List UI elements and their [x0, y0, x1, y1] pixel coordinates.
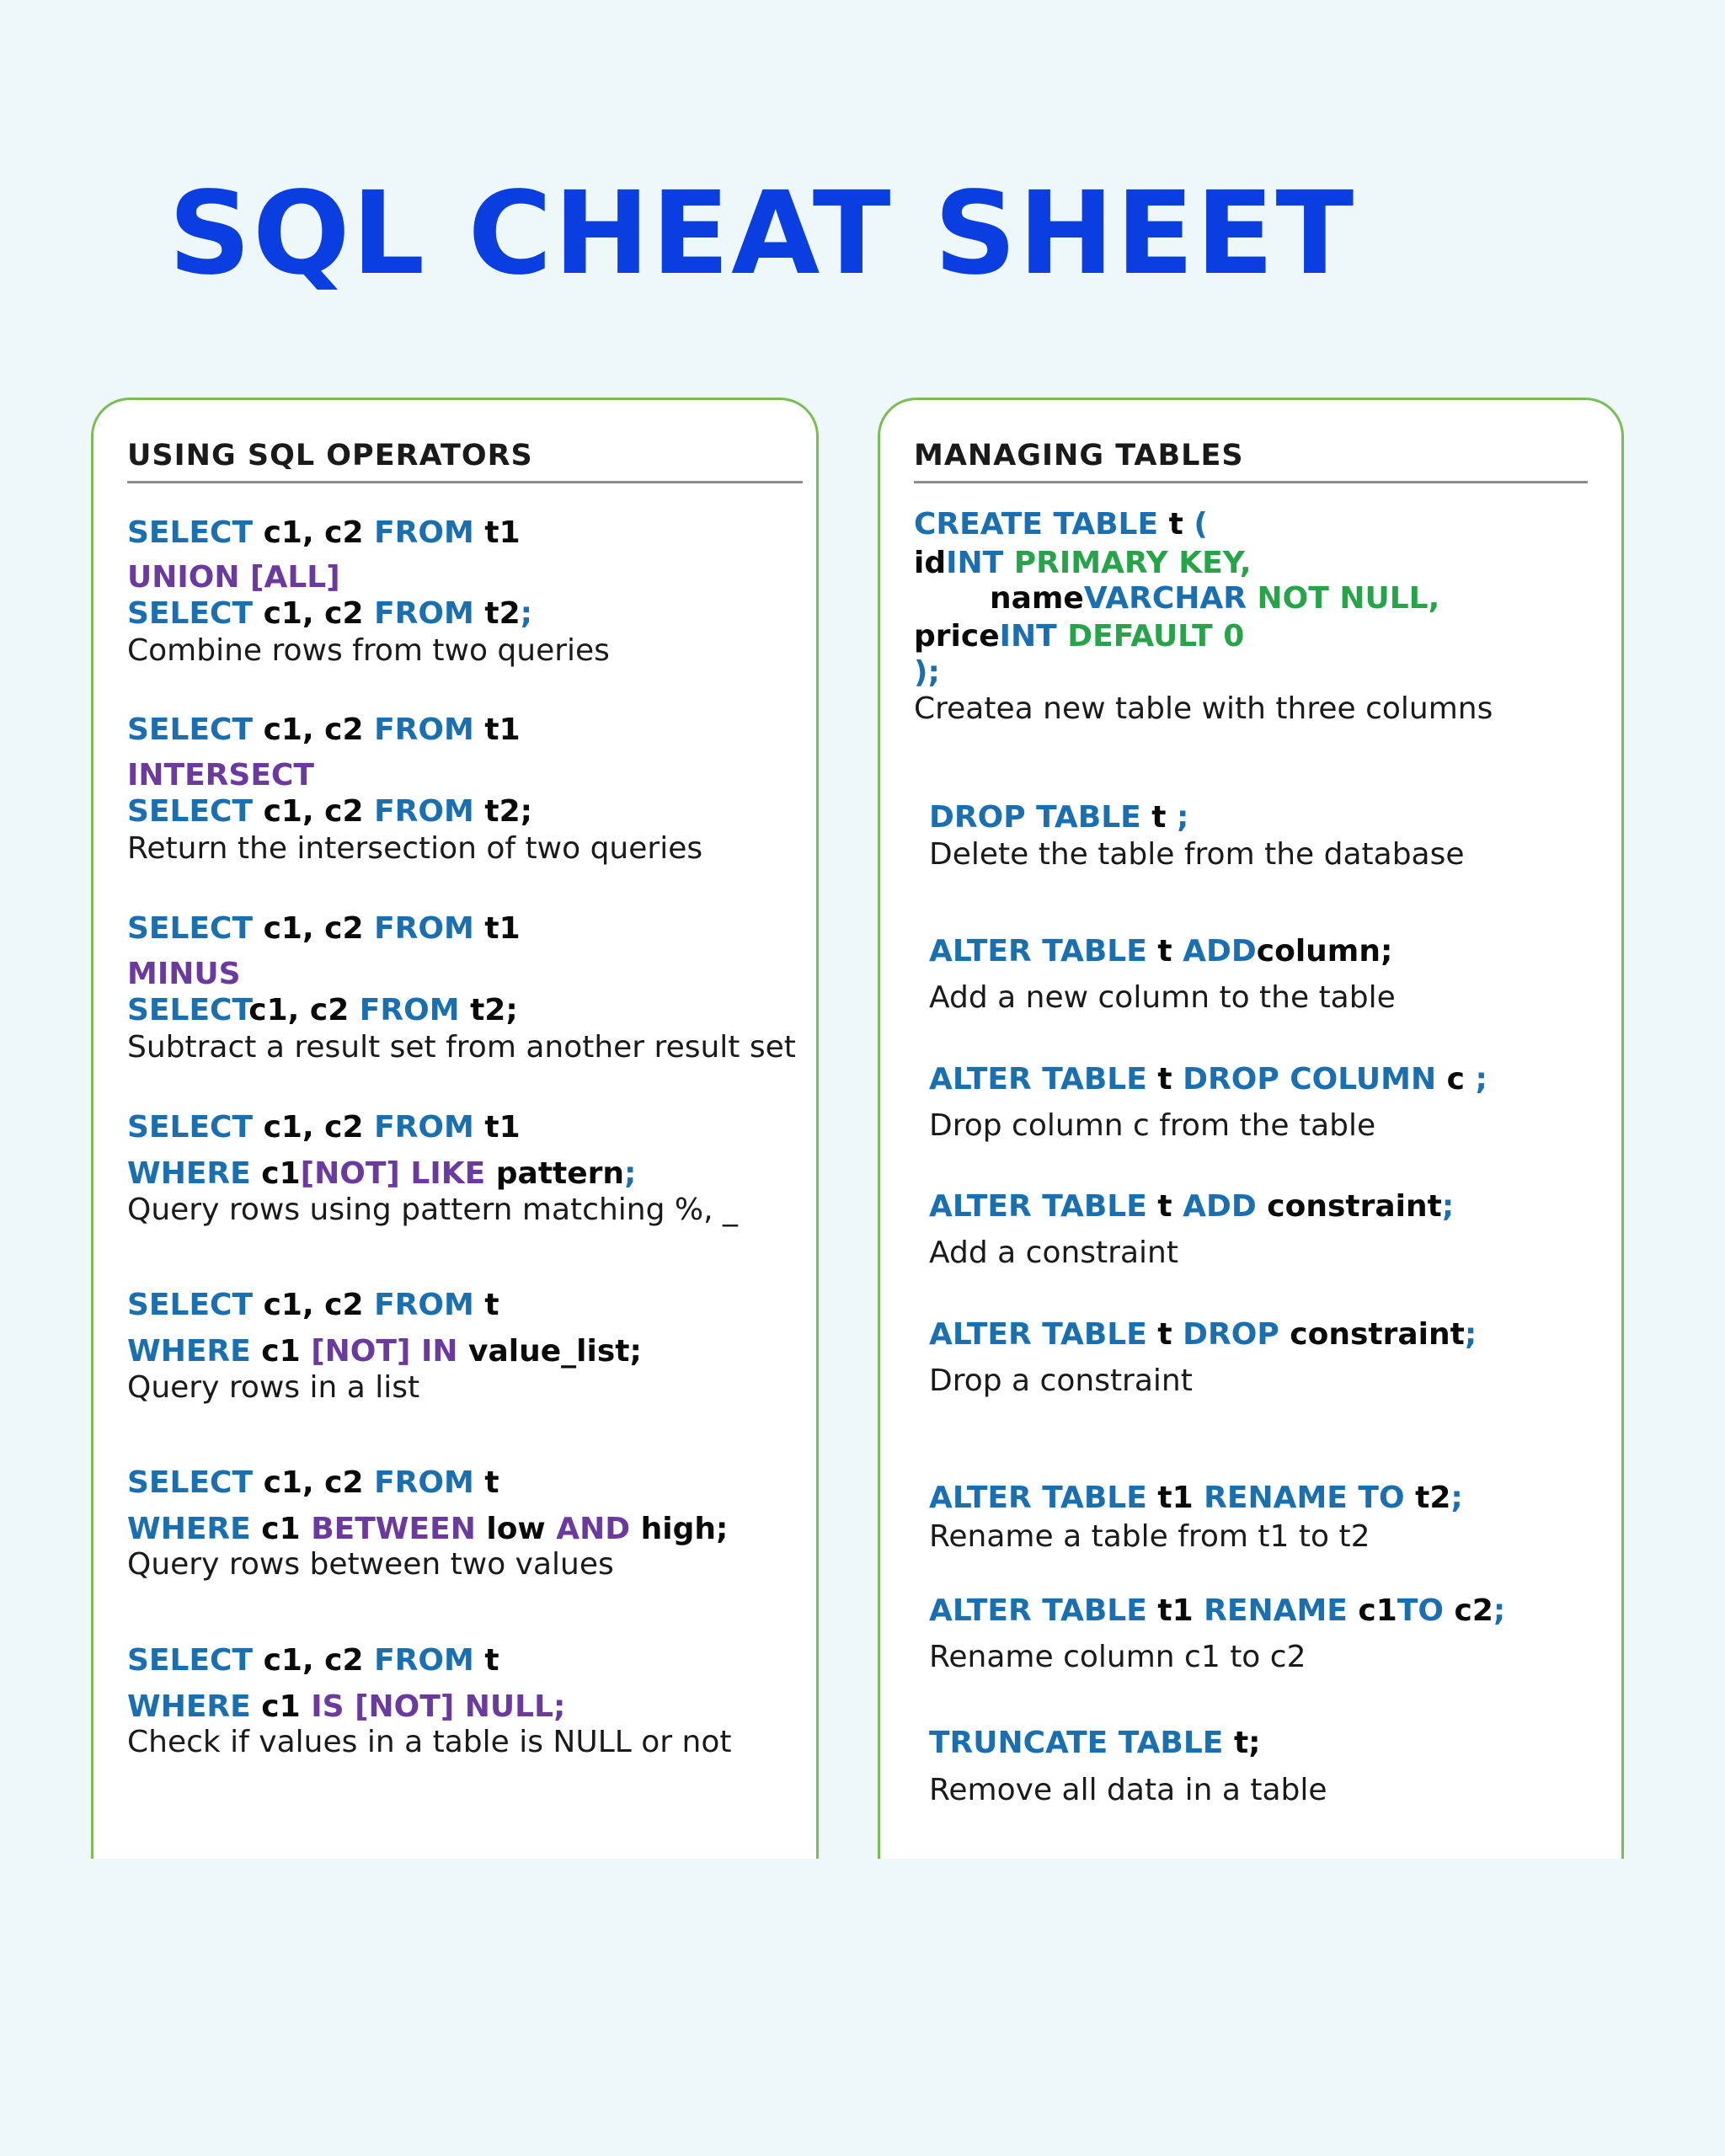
sql-identifier: c1 — [250, 1156, 301, 1191]
sql-identifier: c1, c2 — [253, 1465, 375, 1500]
sql-keyword: IS [NOT] NULL; — [311, 1689, 566, 1724]
sql-keyword: ; — [1493, 1593, 1506, 1628]
sql-keyword: WHERE — [127, 1689, 251, 1724]
managing-tables-panel — [878, 398, 1624, 1859]
sql-keyword: ALTER TABLE — [929, 934, 1147, 969]
sql-code-line — [929, 1316, 1477, 1353]
sql-keyword: ALTER TABLE — [929, 1189, 1147, 1224]
sql-keyword: ); — [914, 655, 940, 690]
description-text: Delete the table from the database — [929, 837, 1465, 872]
sql-identifier: t — [473, 1465, 499, 1500]
sql-identifier: t1 — [1146, 1593, 1204, 1628]
description-text: Query rows using pattern matching %, _ — [127, 1193, 738, 1227]
sql-identifier: t — [1146, 1317, 1183, 1352]
sql-identifier: constraint — [1256, 1189, 1442, 1224]
sql-identifier: name — [990, 581, 1084, 616]
sql-identifier: t — [1140, 800, 1177, 835]
sql-code-line — [127, 1287, 499, 1324]
panel-title: USING SQL OPERATORS — [127, 439, 533, 472]
sql-identifier: column; — [1256, 934, 1393, 969]
sql-identifier: constraint — [1279, 1317, 1465, 1352]
sql-keyword: SELECT — [127, 1643, 254, 1678]
sql-identifier: c1, c2 — [253, 794, 375, 829]
sql-keyword: ; — [624, 1156, 637, 1191]
sql-code-line — [127, 757, 314, 794]
sql-keyword: ( — [1194, 507, 1208, 542]
divider — [127, 481, 803, 483]
sql-identifier: t — [1146, 1189, 1183, 1224]
sql-identifier: t1 — [473, 515, 521, 550]
sql-keyword: ; — [1464, 1317, 1477, 1352]
sql-code-line — [929, 799, 1188, 836]
page-title: SQL CHEAT SHEET — [168, 168, 1356, 301]
sql-identifier: t; — [1223, 1726, 1261, 1760]
sql-identifier: t2 — [473, 596, 521, 631]
sql-code-line — [127, 1333, 642, 1370]
sql-identifier: value_list; — [457, 1334, 642, 1369]
sql-identifier: c1 — [250, 1512, 312, 1546]
sql-keyword: FROM — [374, 1288, 474, 1322]
sql-keyword: FROM — [374, 1465, 474, 1500]
sql-keyword: SELECT — [127, 993, 249, 1027]
sql-keyword: WHERE — [127, 1512, 251, 1546]
sql-keyword: SELECT — [127, 712, 254, 747]
sql-identifier: t2; — [459, 993, 518, 1027]
sql-keyword: [NOT] LIKE — [300, 1156, 486, 1191]
sql-keyword: ALTER TABLE — [929, 1481, 1147, 1515]
sql-keyword: SELECT — [127, 911, 254, 946]
panel-title: MANAGING TABLES — [914, 439, 1244, 472]
sql-identifier: c1, c2 — [253, 1110, 375, 1145]
sql-code-line — [127, 956, 241, 993]
sql-keyword: SELECT — [127, 1288, 254, 1322]
sql-code-line — [127, 1465, 499, 1502]
sql-keyword: ALTER TABLE — [929, 1317, 1147, 1352]
sql-keyword: RENAME TO — [1204, 1481, 1405, 1515]
sql-identifier: t — [1158, 507, 1194, 542]
sql-identifier: c1, c2 — [253, 712, 375, 747]
sql-identifier: t1 — [1146, 1481, 1204, 1515]
sql-keyword: TRUNCATE TABLE — [929, 1726, 1224, 1760]
description-text: Return the intersection of two queries — [127, 831, 703, 866]
sql-identifier: c — [1436, 1062, 1476, 1097]
sql-keyword: ; — [1177, 800, 1189, 835]
sql-identifier: c1, c2 — [253, 596, 375, 631]
sql-identifier: t — [1146, 934, 1183, 969]
sql-code-line — [914, 545, 1252, 582]
sql-identifier: c1 — [1347, 1593, 1397, 1628]
sql-code-line — [127, 559, 340, 596]
description-text: Remove all data in a table — [929, 1773, 1327, 1807]
sql-identifier: low — [475, 1512, 557, 1546]
sql-identifier: pattern — [485, 1156, 625, 1191]
sql-keyword: ALTER TABLE — [929, 1593, 1147, 1628]
sql-keyword: BETWEEN — [311, 1512, 476, 1546]
sql-keyword: FROM — [374, 794, 474, 829]
sql-code-line — [929, 1061, 1487, 1098]
sql-keyword: ; — [520, 596, 533, 631]
sql-code-line — [127, 712, 521, 749]
sql-keyword: INTERSECT — [127, 758, 314, 792]
sql-keyword: ALTER TABLE — [929, 1062, 1147, 1097]
sql-code-line — [929, 1725, 1261, 1762]
sql-keyword: DROP TABLE — [929, 800, 1141, 835]
sql-identifier: t — [473, 1643, 499, 1678]
sql-keyword: WHERE — [127, 1156, 251, 1191]
sql-keyword: MINUS — [127, 957, 241, 991]
sql-keyword: SELECT — [127, 515, 254, 550]
sql-keyword: CREATE TABLE — [914, 507, 1159, 542]
description-text: Add a constraint — [929, 1235, 1178, 1270]
sql-keyword: DROP COLUMN — [1183, 1062, 1437, 1097]
sql-keyword: FROM — [374, 596, 474, 631]
description-text: Check if values in a table is NULL or not — [127, 1725, 732, 1759]
sql-operators-panel — [91, 398, 819, 1859]
description-text: Add a new column to the table — [929, 980, 1396, 1015]
sql-identifier: high; — [630, 1512, 729, 1546]
sql-code-line — [127, 1155, 636, 1193]
sql-keyword: FROM — [359, 993, 460, 1027]
sql-keyword: SELECT — [127, 794, 254, 829]
sql-identifier: price — [914, 619, 1000, 654]
sql-identifier: t2 — [1404, 1481, 1451, 1515]
sql-identifier: c1, c2 — [248, 993, 360, 1027]
sql-code-line — [127, 1642, 499, 1679]
sql-identifier: t1 — [473, 712, 521, 747]
sql-keyword: [NOT] IN — [311, 1334, 458, 1369]
sql-identifier: c1, c2 — [253, 1288, 375, 1322]
sql-keyword: ; — [1450, 1481, 1463, 1515]
sql-code-line — [914, 654, 940, 691]
sql-code-line — [127, 793, 532, 830]
sql-keyword: DEFAULT 0 — [1056, 619, 1245, 654]
sql-code-line — [127, 992, 518, 1029]
description-text: Subtract a result set from another result set — [127, 1030, 796, 1065]
sql-identifier: c1, c2 — [253, 515, 375, 550]
sql-keyword: VARCHAR — [1083, 581, 1247, 616]
sql-code-line — [929, 933, 1392, 970]
sql-keyword: TO — [1397, 1593, 1444, 1628]
sql-keyword: FROM — [374, 1643, 474, 1678]
sql-identifier: c1, c2 — [253, 1643, 375, 1678]
sql-keyword: AND — [556, 1512, 631, 1546]
sql-keyword: SELECT — [127, 1110, 254, 1145]
sql-code-line — [127, 515, 521, 552]
sql-keyword: SELECT — [127, 1465, 254, 1500]
sql-keyword: FROM — [374, 515, 474, 550]
sql-code-line — [990, 580, 1439, 617]
description-text: Drop a constraint — [929, 1364, 1193, 1398]
sql-keyword: ADD — [1183, 934, 1257, 969]
sql-keyword: INT — [946, 546, 1004, 580]
sql-code-line — [929, 1188, 1454, 1225]
sql-identifier: c2 — [1443, 1593, 1493, 1628]
sql-keyword: NOT NULL, — [1247, 581, 1440, 616]
sql-keyword: PRIMARY KEY, — [1003, 546, 1252, 580]
sql-code-line — [929, 1593, 1505, 1630]
description-text: Query rows between two values — [127, 1547, 614, 1582]
sql-keyword: INT — [999, 619, 1057, 654]
description-text: Query rows in a list — [127, 1370, 420, 1405]
description-text: Rename column c1 to c2 — [929, 1640, 1306, 1674]
sql-identifier: c1 — [250, 1689, 312, 1724]
sql-identifier: c1, c2 — [253, 911, 375, 946]
sql-keyword: UNION [ALL] — [127, 560, 340, 595]
sql-code-line — [127, 1109, 521, 1146]
description-text: Drop column c from the table — [929, 1108, 1376, 1143]
sql-identifier: t — [1146, 1062, 1183, 1097]
sql-code-line — [929, 1480, 1463, 1517]
sql-keyword: FROM — [374, 712, 474, 747]
sql-keyword: ADD — [1183, 1189, 1257, 1224]
description-text: Rename a table from t1 to t2 — [929, 1519, 1370, 1554]
sql-code-line — [914, 618, 1244, 655]
sql-code-line — [127, 1689, 565, 1726]
sql-identifier: t1 — [473, 911, 521, 946]
sql-keyword: RENAME — [1204, 1593, 1348, 1628]
description-text: Createa new table with three columns — [914, 691, 1493, 726]
sql-keyword: FROM — [374, 1110, 474, 1145]
sql-identifier: t1 — [473, 1110, 521, 1145]
sql-keyword: SELECT — [127, 596, 254, 631]
sql-keyword: ; — [1441, 1189, 1455, 1224]
sql-code-line — [127, 1511, 728, 1548]
sql-identifier: c1 — [250, 1334, 312, 1369]
sql-code-line — [127, 910, 521, 947]
sql-keyword: FROM — [374, 911, 474, 946]
sql-keyword: DROP — [1183, 1317, 1279, 1352]
sql-code-line — [914, 506, 1208, 543]
description-text: Combine rows from two queries — [127, 633, 610, 668]
sql-keyword: ; — [1475, 1062, 1487, 1097]
sql-identifier: t — [473, 1288, 499, 1322]
sql-identifier: t2; — [473, 794, 533, 829]
sql-identifier: id — [914, 546, 947, 580]
sql-keyword: WHERE — [127, 1334, 251, 1369]
sql-code-line — [127, 595, 532, 632]
divider — [914, 481, 1588, 483]
